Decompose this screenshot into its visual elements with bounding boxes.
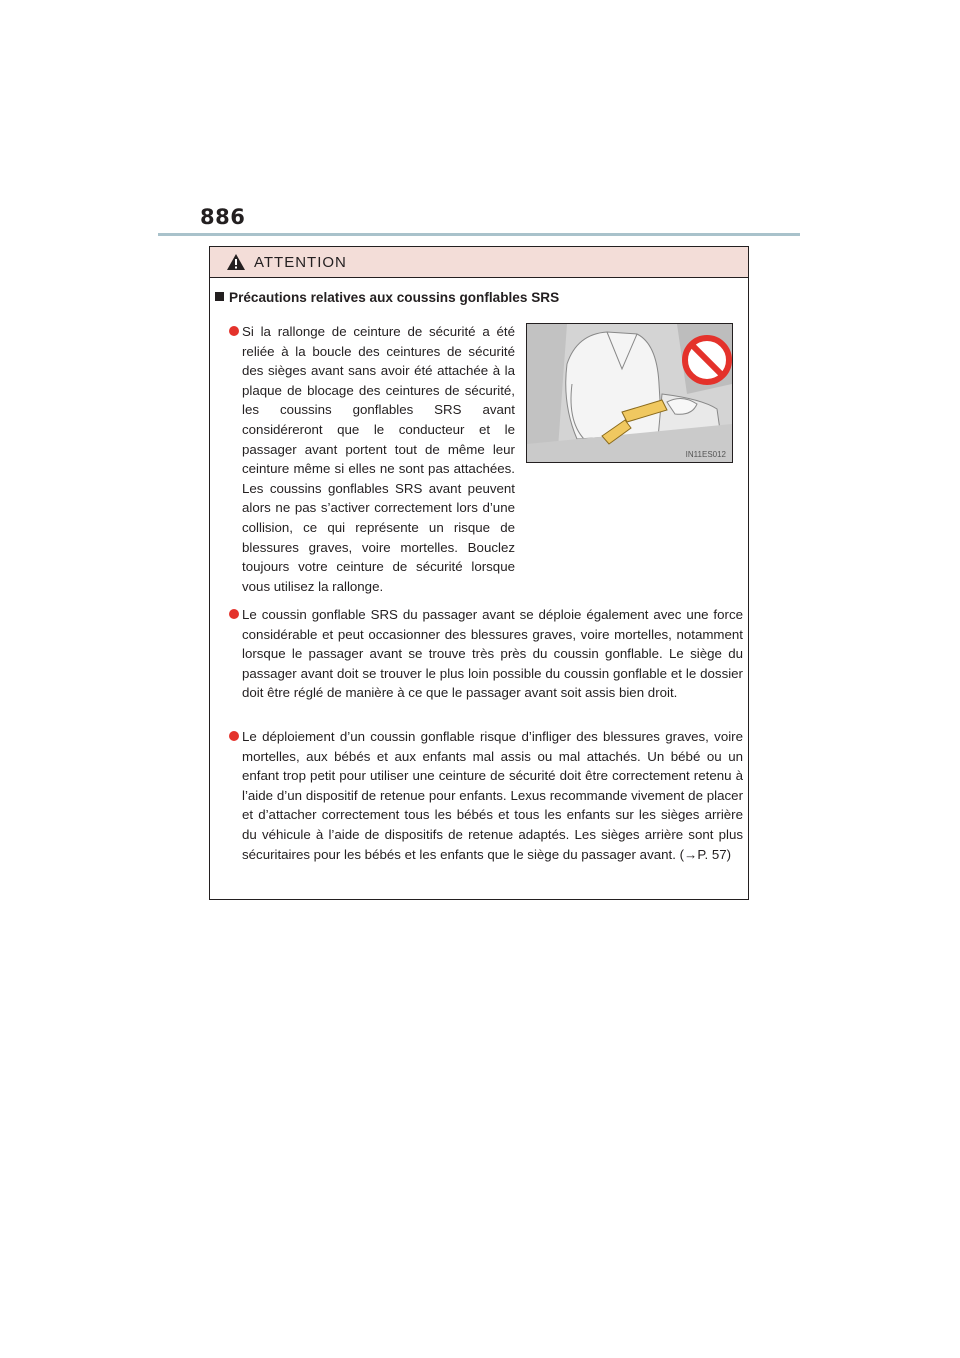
caution-title: ATTENTION — [254, 253, 347, 271]
caution-box — [209, 246, 749, 900]
bullet-item — [242, 322, 515, 596]
figure-code: IN11ES012 — [685, 450, 726, 459]
bullet-dot-icon — [229, 609, 239, 619]
section-heading — [215, 290, 559, 305]
bullet-item — [242, 727, 743, 864]
bullet-text: Si la rallonge de ceinture de sécurité a été reliée à la boucle des ceintures de sécurité des sièges avant sans avoir été attachée à la plaque de blocage des ceintures de sécurité, les coussins gonflables SRS avant considéreront que le conducteur et le passager avant portent tout de même leur ceinture même si elles ne sont pas attachées. Les coussins gonflables SRS avant peuvent alors ne pas s’activer correctement lors d’une collision, ce qui représente un risque de blessures graves, voire mortelles. Bouclez toujours votre ceinture de sécurité lorsque vous utilisez la rallonge. — [242, 324, 515, 594]
bullet-text: Le déploiement d’un coussin gonflable risque d’infliger des blessures graves, voire mortelles, aux bébés et aux enfants mal assis ou mal attachés. Un bébé ou un enfant trop petit pour utiliser une ceinture de sécurité doit être correctement retenu à l’aide d’un dispositif de retenue pour enfants. Lexus recommande vivement de placer et d’attacher correctement tous les bébés et tous les enfants sur les sièges arrière du véhicule à l’aide de dispositifs de retenue adaptés. Les sièges arrière sont plus sécuritaires pour les bébés et les enfants que le siège du passager avant. (→P. 57) — [242, 729, 743, 862]
section-heading-text: Précautions relatives aux coussins gonflables SRS — [229, 290, 560, 305]
bullet-dot-icon — [229, 731, 239, 741]
header-rule — [158, 233, 800, 236]
bullet-dot-icon — [229, 326, 239, 336]
bullet-text: Le coussin gonflable SRS du passager avant se déploie également avec une force considérable et peut occasionner des blessures graves, voire mortelles, notamment lorsque le passager avant se trouve très près du coussin gonflable. Le siège du passager avant doit se trouver le plus loin possible du coussin gonflable et le dossier doit être réglé de manière à ce que le passager avant soit assis bien droit. — [242, 607, 743, 701]
heading-square-icon — [215, 292, 224, 301]
belt-extension-illustration — [526, 323, 733, 463]
bullet-item — [242, 605, 743, 703]
caution-header — [210, 247, 748, 278]
page-number: 886 — [200, 205, 246, 229]
warning-triangle-icon — [226, 253, 246, 271]
